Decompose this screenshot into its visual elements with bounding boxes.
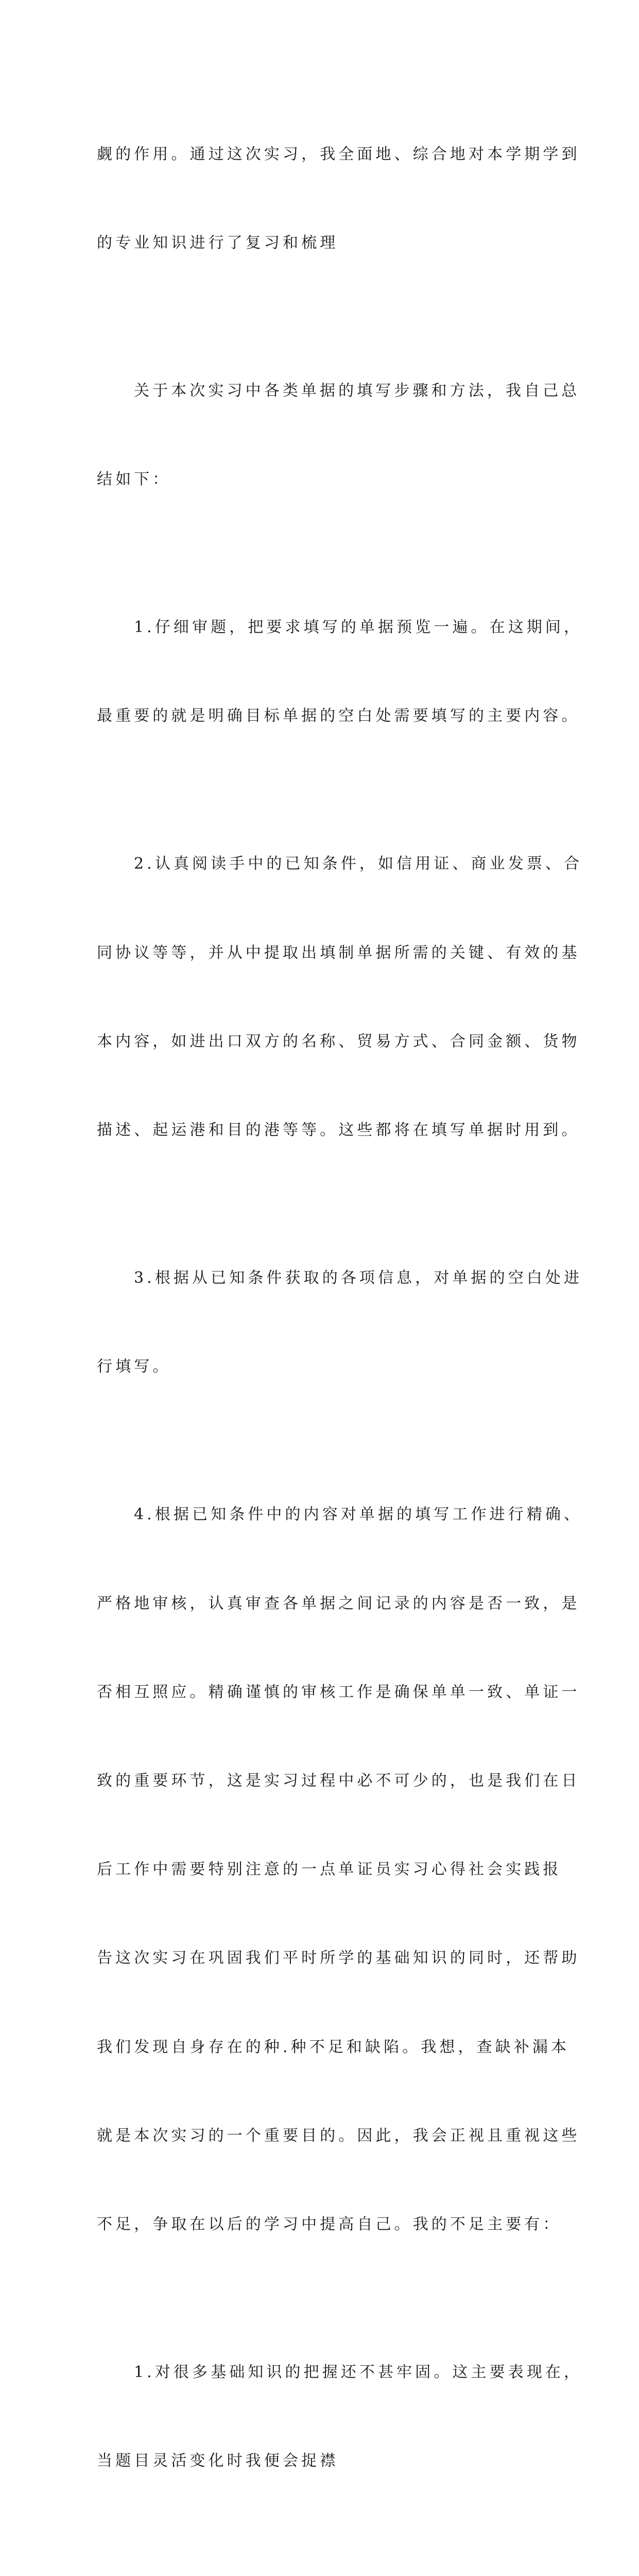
text-line: 3.根据从已知条件获取的各项信息，对单据的空白处进: [134, 1269, 583, 1287]
paragraph-5: [97, 1204, 583, 1440]
paragraph-2: [97, 317, 580, 553]
text-line: 否相互照应。精确谨慎的审核工作是确保单单一致、单证一: [97, 1683, 580, 1701]
text-line: 1.对很多基础知识的把握还不甚牢固。这主要表现在，: [134, 2363, 583, 2381]
text-line: 同协议等等，并从中提取出填制单据所需的关键、有效的基: [97, 943, 580, 962]
text-line: 告这次实习在巩固我们平时所学的基础知识的同时，还帮助: [97, 1949, 580, 1968]
text-line: 结如下：: [97, 470, 171, 489]
text-line: 不足，争取在以后的学习中提高自己。我的不足主要有：: [97, 2215, 562, 2233]
text-line: 的专业知识进行了复习和梳理: [97, 234, 339, 252]
paragraph-3: [97, 553, 583, 790]
text-line: 最重要的就是明确目标单据的空白处需要填写的主要内容。: [97, 707, 580, 725]
text-line: 4.根据已知条件中的内容对单据的填写工作进行精确、: [134, 1505, 583, 1524]
paragraph-7: [97, 2298, 583, 2535]
paragraph-1: [97, 80, 580, 317]
text-line: 致的重要环节，这是实习过程中必不可少的，也是我们在日: [97, 1771, 580, 1790]
text-line: 后工作中需要特别注意的一点单证员实习心得社会实践报: [97, 1860, 562, 1879]
text-line: 严格地审核，认真审查各单据之间记录的内容是否一致，是: [97, 1594, 580, 1613]
document-body: [97, 80, 583, 2576]
text-line: 我们发现自身存在的种.种不足和缺陷。我想，查缺补漏本: [97, 2038, 570, 2056]
text-line: 就是本次实习的一个重要目的。因此，我会正视且重视这些: [97, 2126, 580, 2145]
paragraph-8: [97, 2535, 550, 2576]
text-line: 1.仔细审题，把要求填写的单据预览一遍。在这期间，: [134, 618, 583, 637]
text-line: 当题目灵活变化时我便会捉襟: [97, 2452, 339, 2470]
text-line: 2.认真阅读手中的已知条件，如信用证、商业发票、合: [134, 855, 583, 873]
paragraph-4: [97, 790, 583, 1205]
text-line: 本内容，如进出口双方的名称、贸易方式、合同金额、货物: [97, 1032, 580, 1050]
paragraph-6: [97, 1441, 583, 2299]
text-line: 行填写。: [97, 1358, 171, 1376]
text-line: 关于本次实习中各类单据的填写步骤和方法，我自己总: [134, 382, 580, 400]
text-line: 觑的作用。通过这次实习，我全面地、综合地对本学期学到: [97, 145, 580, 163]
text-line: 描述、起运港和目的港等等。这些都将在填写单据时用到。: [97, 1121, 580, 1140]
